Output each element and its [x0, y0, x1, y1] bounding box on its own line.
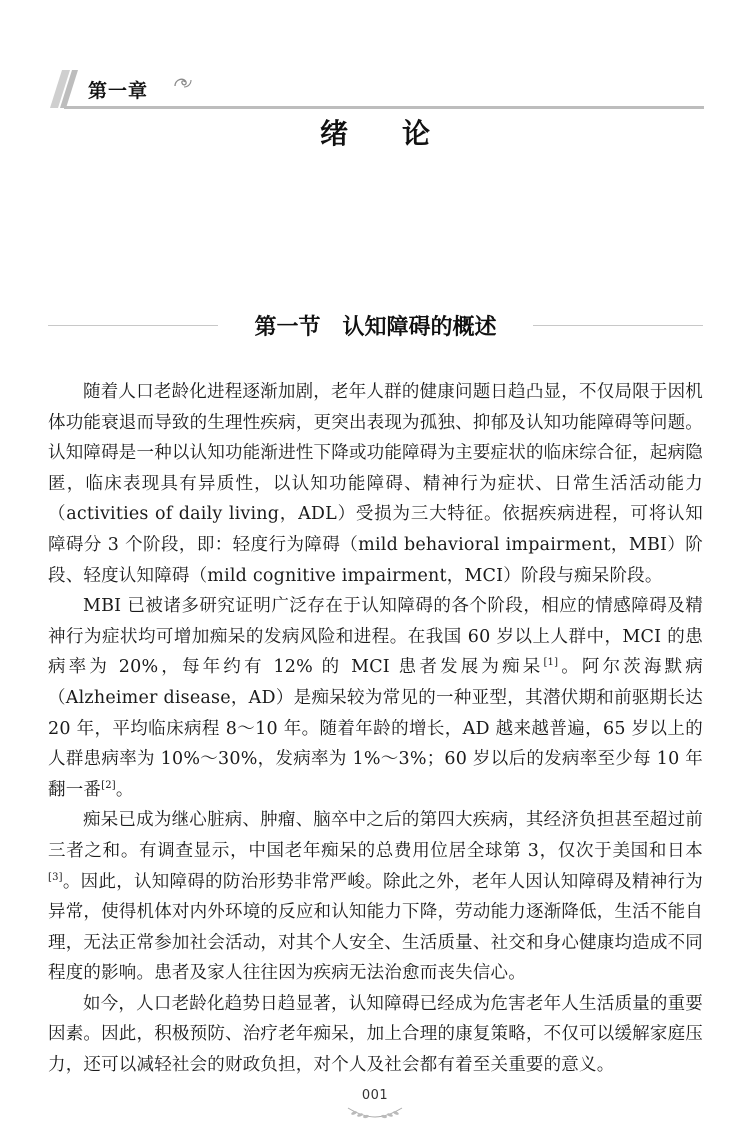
- section-number: 第一节: [254, 315, 321, 340]
- paragraph-text: 。阿尔茨海默病（Alzheimer disease，AD）是痴呆较为常见的一种亚型，其潜伏期和前驱期长达 20 年，平均临床病程 8～10 年。随着年龄的增长，AD 越来越普遍，65 岁以上的人群患病率为 10%～30%，发病率为 1%～3%；60 岁以后的发病率至少每 10 年翻一番: [48, 657, 703, 800]
- paragraph-text: 。因此，认知障碍的防治形势非常严峻。除此之外，老年人因认知障碍及精神行为异常，使得机体对内外环境的反应和认知能力下降，劳动能力逐渐降低，生活不能自理，无法正常参加社会活动，对其个人安全、生活质量、社交和身心健康均造成不同程度的影响。患者及家人往往因为疾病无法治愈而丧失信心。: [48, 871, 703, 984]
- section-name: 认知障碍的概述: [342, 315, 497, 340]
- paragraph-text: 随着人口老龄化进程逐渐加剧，老年人群的健康问题日趋凸显，不仅局限于因机体功能衰退而导致的生理性疾病，更突出表现为孤独、抑郁及认知功能障碍等问题。认知障碍是一种以认知功能渐进性下降或功能障碍为主要症状的临床综合征，起病隐匿，临床表现具有异质性，以认知功能障碍、精神行为症状、日常生活活动能力（activities of daily living，ADL）受损为三大特征。依据疾病进程，可将认知障碍分 3 个阶段，即：轻度行为障碍（mild behavioral impairment，MBI）阶段、轻度认知障碍（mild cognitive impairment，MCI）阶段与痴呆阶段。: [48, 382, 703, 586]
- paragraph-text: 。: [115, 779, 134, 800]
- chapter-title-char-2: 论: [402, 117, 431, 150]
- citation-marker[interactable]: [1]: [543, 657, 559, 669]
- chapter-rule: [64, 106, 704, 109]
- chapter-header: [48, 62, 703, 112]
- section-heading: [48, 308, 703, 344]
- citation-marker[interactable]: [3]: [48, 871, 63, 883]
- swirl-ornament-icon: [172, 74, 194, 90]
- paragraph: [48, 805, 703, 989]
- body-text: [48, 377, 703, 1081]
- paragraph: [48, 591, 703, 805]
- section-divider-right: [533, 325, 703, 326]
- paragraph: [48, 989, 703, 1081]
- chapter-label: 第一章: [88, 80, 149, 102]
- chapter-title: [0, 112, 750, 152]
- paragraph-text: 痴呆已成为继心脏病、肿瘤、脑卒中之后的第四大疾病，其经济负担甚至超过前三者之和。有调查显示，中国老年痴呆的总费用位居全球第 3，仅次于美国和日本: [48, 810, 703, 861]
- paragraph: [48, 377, 703, 591]
- paragraph-text: 如今，人口老龄化趋势日趋显著，认知障碍已经成为危害老年人生活质量的重要因素。因此，积极预防、治疗老年痴呆，加上合理的康复策略，不仅可以缓解家庭压力，还可以减轻社会的财政负担，对个人及社会都有着至关重要的意义。: [48, 993, 703, 1076]
- laurel-ornament-icon: [340, 1105, 410, 1121]
- chapter-corner-decoration-icon: [48, 62, 88, 112]
- page-footer: [0, 1088, 750, 1121]
- chapter-title-char-1: 绪: [319, 117, 348, 150]
- page-number: 001: [361, 1088, 389, 1103]
- citation-marker[interactable]: [2]: [101, 779, 116, 791]
- paragraph-text: MBI 已被诸多研究证明广泛存在于认知障碍的各个阶段，相应的情感障碍及精神行为症状均可增加痴呆的发病风险和进程。在我国 60 岁以上人群中，MCI 的患病率为 20%，每年约有 12% 的 MCI 患者发展为痴呆: [48, 596, 703, 678]
